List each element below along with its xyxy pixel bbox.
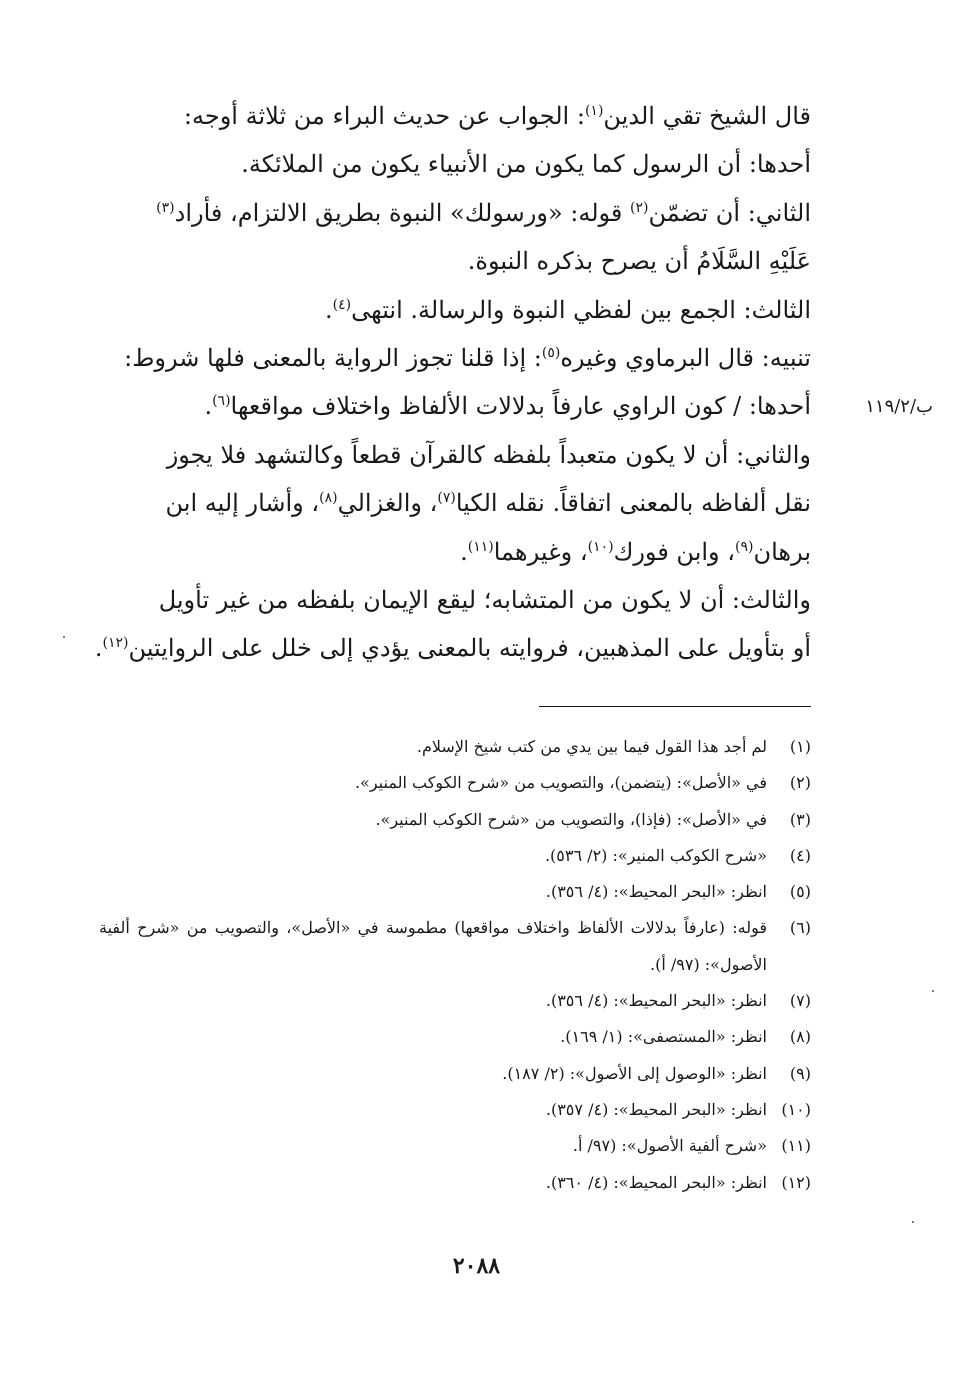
footnote-ref[interactable]: (٧)	[437, 490, 456, 507]
footnote-item	[99, 1019, 811, 1055]
footnote-text: لم أجد هذا القول فيما بين يدي من كتب شيخ الإسلام.	[416, 737, 767, 756]
text-line-5: الثالث: الجمع بين لفظي النبوة والرسالة. انتهى$^{(٤)}$.	[325, 295, 811, 324]
page-number: ٢٠٨٨	[452, 1253, 501, 1279]
footnote-item	[99, 1128, 811, 1164]
text-line-4: عَلَيْهِ السَّلَامُ أن يصرح بذكره النبوة.	[467, 247, 811, 276]
footnote-text: انظر: «البحر المحيط»: (٤/ ٣٦٠).	[545, 1172, 767, 1192]
footnote-ref[interactable]: (٦)	[212, 393, 231, 410]
footnote-text: انظر: «البحر المحيط»: (٤/ ٣٥٦).	[545, 991, 767, 1011]
text-line-1: قال الشيخ تقي الدين$^{(١)}$: الجواب عن حديث البراء من ثلاثة أوجه:	[183, 102, 811, 130]
footnote-number: (١٢)	[781, 1172, 811, 1192]
main-text-body	[94, 92, 811, 673]
text-line-11: والثالث: أن لا يكون من المتشابه؛ ليقع الإيمان بلفظه من غير تأويل	[158, 586, 811, 615]
footnote-item	[99, 802, 811, 838]
footnote-text: في «الأصل»: (يتضمن)، والتصويب من «شرح الكوكب المنير».	[354, 773, 767, 793]
footnote-number: (٥)	[789, 882, 811, 902]
text-line-3: الثاني: أن تضمّن$^{(٢)}$ قوله: «ورسولك» النبوة بطريق الالتزام، فأراد$^{(٣)}$	[156, 198, 811, 227]
footnote-number: (٣)	[789, 809, 811, 829]
footnote-item	[99, 1165, 811, 1201]
footnote-ref[interactable]: (٤)	[332, 296, 352, 313]
footnote-ref[interactable]: (٥)	[541, 345, 561, 362]
manuscript-folio-marker: ب/١١٩/٢	[865, 396, 933, 417]
footnote-text: «شرح ألفية الأصول»: (٩٧/ أ.	[572, 1136, 767, 1156]
footnotes-section	[99, 729, 811, 1201]
footnote-text: في «الأصل»: (فإذا)، والتصويب من «شرح الكوكب المنير».	[375, 809, 767, 829]
footnote-item	[99, 874, 811, 910]
footnote-ref[interactable]: (١٢)	[102, 635, 129, 652]
text-line-7: أحدها: / كون الراوي عارفاً بدلالات الألفاظ واختلاف مواقعها$^{(٦)}$.	[204, 392, 811, 421]
footnote-number: (١١)	[781, 1136, 811, 1156]
footnote-text: انظر: «البحر المحيط»: (٤/ ٣٥٦).	[545, 882, 767, 902]
footnote-item	[99, 765, 811, 801]
footnote-text: انظر: «الوصول إلى الأصول»: (٢/ ١٨٧).	[502, 1063, 767, 1083]
footnote-item	[99, 838, 811, 874]
text-line-2: أحدها: أن الرسول كما يكون من الأنبياء يكون من الملائكة.	[241, 150, 811, 179]
footnote-ref[interactable]: (١١)	[467, 538, 494, 555]
text-line-9: نقل ألفاظه بالمعنى اتفاقاً. نقله الكيا$^{(٧)}$، والغزالي$^{(٨)}$، وأشار إليه ابن	[165, 489, 811, 518]
scan-speck	[63, 636, 65, 638]
footnote-number: (١)	[789, 737, 811, 756]
footnote-number: (٨)	[789, 1027, 811, 1047]
footnote-ref[interactable]: (٢)	[630, 199, 649, 216]
footnote-item	[99, 1092, 811, 1128]
footnote-text: انظر: «المستصفى»: (١/ ١٦٩).	[560, 1027, 767, 1047]
scan-speck	[932, 990, 934, 992]
footnote-ref[interactable]: (١٠)	[587, 538, 614, 555]
footnote-text: انظر: «البحر المحيط»: (٤/ ٣٥٧).	[545, 1099, 767, 1119]
footnote-text: قوله: (عارفاً بدلالات الألفاظ واختلاف مواقعها) مطموسة في «الأصل»، والتصويب من «شرح ألفية الأصول»: (٩٧/ أ).	[99, 918, 767, 974]
footnote-ref[interactable]: (١)	[584, 103, 604, 119]
footnote-number: (١٠)	[781, 1099, 811, 1119]
footnote-number: (٢)	[789, 773, 811, 793]
footnote-separator	[539, 706, 811, 707]
footnote-item	[99, 1056, 811, 1092]
text-line-12: أو بتأويل على المذهبين، فروايته بالمعنى يؤدي إلى خلل على الروايتين$^{(١٢)}$.	[94, 634, 811, 663]
footnote-item	[99, 729, 811, 765]
footnote-ref[interactable]: (٣)	[156, 199, 175, 216]
footnote-item	[99, 910, 811, 983]
footnote-number: (٦)	[789, 918, 811, 938]
footnote-number: (٧)	[789, 991, 811, 1011]
text-line-6: تنبيه: قال البرماوي وغيره$^{(٥)}$: إذا قلنا تجوز الرواية بالمعنى فلها شروط:	[124, 344, 811, 373]
text-line-10: برهان$^{(٩)}$، وابن فورك$^{(١٠)}$، وغيرهما$^{(١١)}$.	[460, 537, 811, 566]
footnote-ref[interactable]: (٩)	[735, 538, 754, 555]
footnote-number: (٩)	[789, 1063, 811, 1083]
footnote-ref[interactable]: (٨)	[319, 490, 338, 507]
footnote-text: «شرح الكوكب المنير»: (٢/ ٥٣٦).	[544, 845, 767, 865]
text-line-8: والثاني: أن لا يكون متعبداً بلفظه كالقرآن قطعاً وكالتشهد فلا يجوز	[166, 440, 811, 469]
footnote-number: (٤)	[789, 845, 811, 865]
footnote-item	[99, 983, 811, 1019]
scan-speck	[912, 1221, 914, 1223]
